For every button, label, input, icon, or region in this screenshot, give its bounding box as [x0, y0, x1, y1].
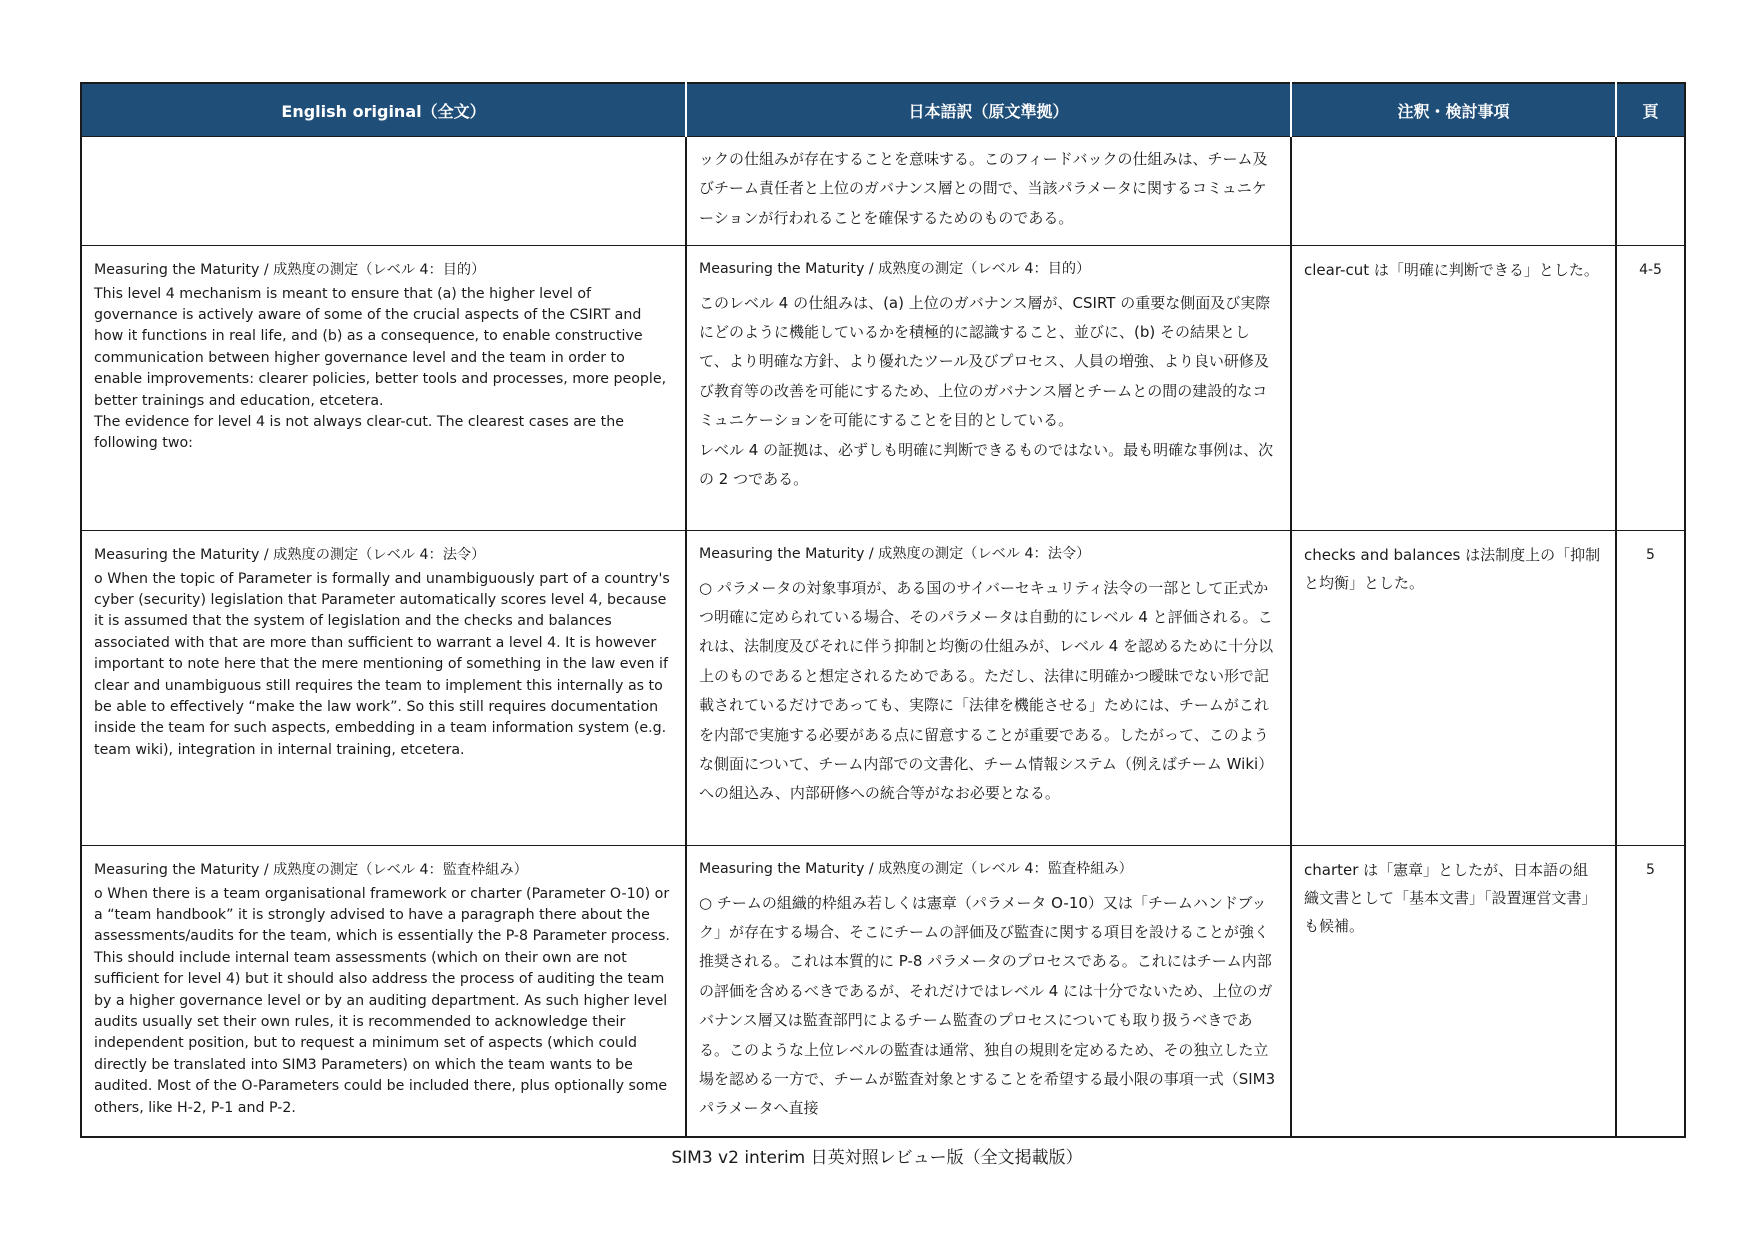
english-cell: [81, 531, 686, 846]
page-number: 5: [1646, 862, 1655, 879]
japanese-cell: [686, 531, 1291, 846]
japanese-section-heading: Measuring the Maturity / 成熟度の測定（レベル 4：法令）: [699, 546, 1091, 563]
table-header-row: [81, 83, 1685, 137]
note-cell: [1291, 246, 1616, 531]
header-notes: 注釈・検討事項: [1291, 83, 1616, 137]
review-table-sheet: [80, 82, 1684, 1138]
japanese-text: ○ パラメータの対象事項が、ある国のサイバーセキュリティ法令の一部として正式かつ明確に定められている場合、そのパラメータは自動的にレベル 4 と評価される。これは、法制度及びそれに伴う抑制と均衡の仕組みが、レベル 4 を認めるために十分以上のものであると想定されるためである。ただし、法律に明確かつ曖昧でない形で記載されているだけであっても、実際に「法律を機能させる」ためには、チームがこれを内部で実施する必要がある点に留意することが重要である。したがって、このような側面について、チーム内部での文書化、チーム情報システム（例えばチーム Wiki）への組込み、内部研修への統合等がなお必要となる。: [699, 578, 1274, 803]
english-section-heading: Measuring the Maturity / 成熟度の測定（レベル 4：目的）: [94, 262, 486, 279]
header-japanese-translation: 日本語訳（原文準拠）: [686, 83, 1291, 137]
english-cell: [81, 137, 686, 246]
note-text: clear-cut は「明確に判断できる」とした。: [1304, 261, 1599, 280]
english-text: o When there is a team organisational framework or charter (Parameter O-10) or a “team handbook” it is strongly advised to have a paragraph there about the assessments/audits for the team, which is essentially the P-8 Parameter process. This should include internal team assessments (which on their own are not sufficient for level 4) but it should also address the process of auditing the team by a higher governance level or by an auditing department. As such higher level audits usually set their own rules, it is recommended to acknowledge their independent position, but to request a minimum set of aspects (which could directly be translated into SIM3 Parameters) on which the team wants to be audited. Most of the O-Parameters could be included there, plus optionally some others, like H-2, P-1 and P-2.: [94, 885, 670, 1116]
japanese-cell: [686, 246, 1291, 531]
japanese-text: このレベル 4 の仕組みは、(a) 上位のガバナンス層が、CSIRT の重要な側面及び実際にどのように機能しているかを積極的に認識すること、並びに、(b) その結果として、より明確な方針、より優れたツール及びプロセス、人員の増強、より良い研修及び教育等の改善を可能にするため、上位のガバナンス層とチームとの間の建設的なコミュニケーションを可能にすることを目的としている。: [699, 293, 1271, 430]
english-cell: [81, 246, 686, 531]
bilingual-review-table: [80, 82, 1686, 1138]
japanese-text: ックの仕組みが存在することを意味する。このフィードバックの仕組みは、チーム及びチーム責任者と上位のガバナンス層との間で、当該パラメータに関するコミュニケーションが行われることを確保するためのものである。: [699, 150, 1268, 227]
page-cell: [1616, 846, 1685, 1137]
note-cell: [1291, 137, 1616, 246]
english-section-heading: Measuring the Maturity / 成熟度の測定（レベル 4：監査枠組み）: [94, 862, 528, 879]
header-page: 頁: [1616, 83, 1685, 137]
page-number: 5: [1646, 547, 1655, 564]
japanese-text: ○ チームの組織的枠組み若しくは憲章（パラメータ O-10）又は「チームハンドブック」が存在する場合、そこにチームの評価及び監査に関する項目を設けることが強く推奨される。これは本質的に P-8 パラメータのプロセスである。これにはチーム内部の評価を含めるべきであるが、それだけではレベル 4 には十分でないため、上位のガバナンス層又は監査部門によるチーム監査のプロセスについても取り扱うべきである。このような上位レベルの監査は通常、独自の規則を定めるため、その独立した立場を認める一方で、チームが監査対象とすることを希望する最小限の事項一式（SIM3 パラメータへ直接: [699, 893, 1276, 1118]
japanese-cell: [686, 137, 1291, 246]
english-cell: [81, 846, 686, 1137]
header-english-original: English original（全文）: [81, 83, 686, 137]
english-text: The evidence for level 4 is not always clear-cut. The clearest cases are the following two:: [94, 414, 624, 452]
note-text: checks and balances は法制度上の「抑制と均衡」とした。: [1304, 546, 1601, 593]
note-cell: [1291, 846, 1616, 1137]
page-cell: [1616, 531, 1685, 846]
table-row: [81, 531, 1685, 846]
english-section-heading: Measuring the Maturity / 成熟度の測定（レベル 4：法令）: [94, 547, 486, 564]
japanese-section-heading: Measuring the Maturity / 成熟度の測定（レベル 4：目的）: [699, 261, 1091, 278]
english-text: o When the topic of Parameter is formally and unambiguously part of a country's cyber (security) legislation that Parameter automatically scores level 4, because it is assumed that the system of legislation and the checks and balances associated with that are more than sufficient to warrant a level 4. It is however important to note here that the mere mentioning of something in the law even if clear and unambiguous still requires the team to implement this internally as to be able to effectively “make the law work”. So this still requires documentation inside the team for such aspects, embedding in a team information system (e.g. team wiki), integration in internal training, etcetera.: [94, 570, 670, 758]
page-cell: [1616, 246, 1685, 531]
table-row: [81, 246, 1685, 531]
english-text: This level 4 mechanism is meant to ensure that (a) the higher level of governance is actively aware of some of the crucial aspects of the CSIRT and how it functions in real life, and (b) as a consequence, to enable constructive communication between higher governance level and the team in order to enable improvements: clearer policies, better tools and processes, more people, better trainings and education, etcetera.: [94, 285, 667, 409]
note-cell: [1291, 531, 1616, 846]
page-number: 4-5: [1639, 262, 1662, 279]
table-row: [81, 137, 1685, 246]
japanese-section-heading: Measuring the Maturity / 成熟度の測定（レベル 4：監査枠組み）: [699, 861, 1133, 878]
table-row: [81, 846, 1685, 1137]
japanese-cell: [686, 846, 1291, 1137]
japanese-text: レベル 4 の証拠は、必ずしも明確に判断できるものではない。最も明確な事例は、次の 2 つである。: [699, 440, 1274, 489]
page-footer: SIM3 v2 interim 日英対照レビュー版（全文掲載版）: [671, 1148, 1083, 1168]
note-text: charter は「憲章」としたが、日本語の組織文書として「基本文書」「設置運営文書」も候補。: [1304, 861, 1597, 936]
page-cell: [1616, 137, 1685, 246]
